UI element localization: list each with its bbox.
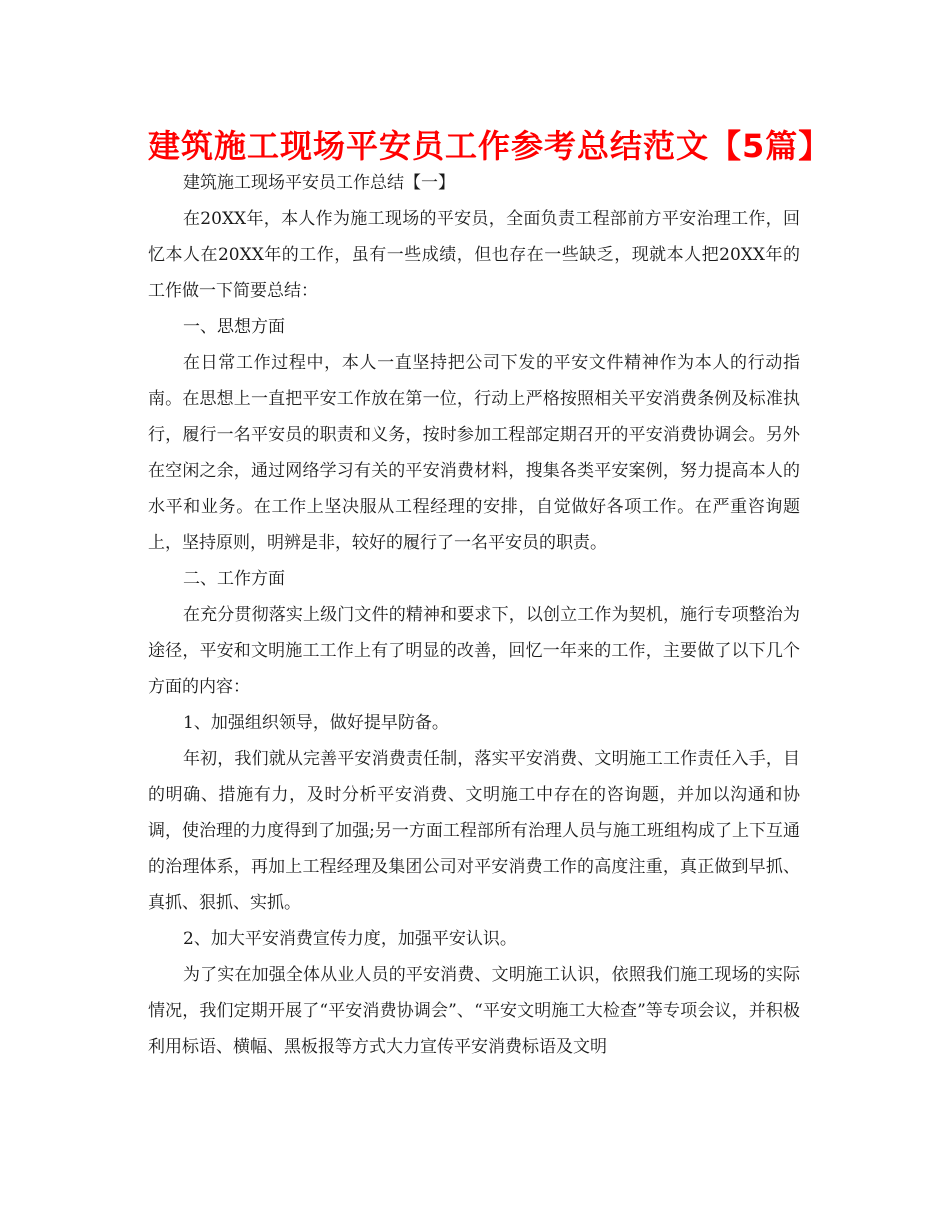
paragraph: 在充分贯彻落实上级门文件的精神和要求下，以创立工作为契机，施行专项整治为途径，平安和文明施工工作上有了明显的改善，回忆一年来的工作，主要做了以下几个方面的内容：: [148, 605, 800, 697]
section-heading: 一、思想方面: [183, 317, 285, 337]
section-heading: 建筑施工现场平安员工作总结【一】: [183, 173, 455, 193]
document-body: [148, 165, 800, 1065]
list-heading: 1、加强组织领导，做好提早防备。: [183, 713, 449, 733]
list-heading: 2、加大平安消费宣传力度，加强平安认识。: [183, 929, 517, 949]
paragraph: 为了实在加强全体从业人员的平安消费、文明施工认识，依照我们施工现场的实际情况，我们定期开展了“平安消费协调会”、“平安文明施工大检查”等专项会议，并积极利用标语、横幅、黑板报等方式大力宣传平安消费标语及文明: [148, 965, 800, 1057]
section-heading: 二、工作方面: [183, 569, 285, 589]
paragraph: 在日常工作过程中，本人一直坚持把公司下发的平安文件精神作为本人的行动指南。在思想上一直把平安工作放在第一位，行动上严格按照相关平安消费条例及标准执行，履行一名平安员的职责和义务，按时参加工程部定期召开的平安消费协调会。另外在空闲之余，通过网络学习有关的平安消费材料，搜集各类平安案例，努力提高本人的水平和业务。在工作上坚决服从工程经理的安排，自觉做好各项工作。在严重咨询题上，坚持原则，明辨是非，较好的履行了一名平安员的职责。: [148, 353, 800, 553]
paragraph: 在20XX年，本人作为施工现场的平安员，全面负责工程部前方平安治理工作，回忆本人在20XX年的工作，虽有一些成绩，但也存在一些缺乏，现就本人把20XX年的工作做一下简要总结：: [148, 209, 800, 301]
paragraph: 年初，我们就从完善平安消费责任制，落实平安消费、文明施工工作责任入手，目的明确、措施有力，及时分析平安消费、文明施工中存在的咨询题，并加以沟通和协调，使治理的力度得到了加强;另一方面工程部所有治理人员与施工班组构成了上下互通的治理体系，再加上工程经理及集团公司对平安消费工作的高度注重，真正做到早抓、真抓、狠抓、实抓。: [148, 749, 800, 913]
document-title: 建筑施工现场平安员工作参考总结范文【5篇】: [148, 127, 832, 165]
